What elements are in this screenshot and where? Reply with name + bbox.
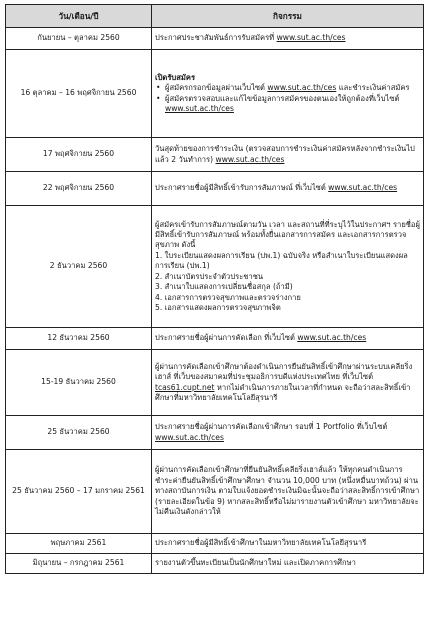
document-item: 2. สำเนาบัตรประจำตัวประชาชน	[155, 271, 264, 281]
activity-text: วันสุดท้ายของการชำระเงิน (ตรวจสอบการชำระเงินค่าสมัครหลังจากชำระเงินไปแล้ว 2 วันทำการ)	[155, 144, 415, 164]
activity-heading: เปิดรับสมัคร	[155, 72, 196, 82]
website-link[interactable]: www.sut.ac.th/ces	[215, 154, 285, 164]
header-activity: กิจกรรม	[152, 5, 424, 28]
activity-text: ประกาศรายชื่อผู้ผ่านการคัดเลือก ที่เว็บไซต์	[155, 333, 298, 343]
row-activity	[152, 206, 424, 328]
bullet-item: • ผู้สมัครตรวจสอบและแก้ไขข้อมูลการสมัครของตนเองให้ถูกต้องที่เว็บไซต์ www.sut.ac.th/ces	[155, 94, 420, 115]
table-row	[6, 416, 424, 450]
table-row	[6, 534, 424, 554]
row-activity: รายงานตัวขึ้นทะเบียนเป็นนักศึกษาใหม่ และเปิดภาคการศึกษา	[152, 554, 424, 574]
website-link[interactable]: www.sut.ac.th/ces	[165, 103, 234, 113]
activity-intro: ผู้สมัครเข้ารับการสัมภาษณ์ตามวัน เวลา และสถานที่ที่ระบุไว้ในประกาศฯ รายชื่อผู้มีสิทธิ์เข้ารับการสัมภาษณ์ พร้อมทั้งยื่นเอกสารการสมัคร และเอกสารการตรวจสุขภาพ ดังนี้	[155, 219, 420, 250]
row-date: 25 ธันวาคม 2560	[6, 416, 152, 450]
document-item: 3. สำเนาใบแสดงการเปลี่ยนชื่อสกุล (ถ้ามี)	[155, 282, 293, 292]
table-row	[6, 50, 424, 138]
website-link[interactable]: www.sut.ac.th/ces	[267, 83, 337, 93]
table-row	[6, 328, 424, 350]
activity-text: ประกาศรายชื่อผู้มีสิทธิ์เข้ารับการสัมภาษณ์ ที่เว็บไซต์	[155, 183, 329, 193]
activity-tail: หากไม่ดำเนินการภายในเวลาที่กำหนด จะถือว่าสละสิทธิ์เข้าศึกษาที่มหาวิทยาลัยเทคโนโลยีสุรนารี	[155, 382, 411, 402]
header-date: วัน/เดือน/ปี	[6, 5, 152, 28]
row-date: 17 พฤศจิกายน 2560	[6, 138, 152, 172]
table-row	[6, 28, 424, 50]
bullet-item: • ผู้สมัครกรอกข้อมูลผ่านเว็บไซต์ www.sut.ac.th/ces และชำระเงินค่าสมัคร	[155, 83, 420, 93]
row-date: กันยายน – ตุลาคม 2560	[6, 28, 152, 50]
row-date: พฤษภาคม 2561	[6, 534, 152, 554]
row-date: 25 ธันวาคม 2560 – 17 มกราคม 2561	[6, 450, 152, 534]
row-activity	[152, 28, 424, 50]
table-row	[6, 350, 424, 416]
row-date: 12 ธันวาคม 2560	[6, 328, 152, 350]
row-activity	[152, 350, 424, 416]
website-link[interactable]: www.sut.ac.th/ces	[155, 432, 224, 442]
table-row	[6, 206, 424, 328]
row-activity	[152, 172, 424, 206]
table-row	[6, 172, 424, 206]
document-item: 1. ใบระเบียนแสดงผลการเรียน (ปพ.1) ฉบับจริง หรือสำเนาใบระเบียนแสดงผลการเรียน (ปพ.1)	[155, 250, 408, 271]
table-row	[6, 554, 424, 574]
row-activity	[152, 328, 424, 350]
row-date: 15-19 ธันวาคม 2560	[6, 350, 152, 416]
document-item: 5. เอกสารแสดงผลการตรวจสุขภาพจิต	[155, 302, 281, 312]
row-activity: ผู้ผ่านการคัดเลือกเข้าศึกษาที่ยืนยันสิทธิ์เคลียริ่งเฮาส์แล้ว ให้ทุกคนดำเนินการชำระค่ายืนยันสิทธิ์เข้าศึกษาศึกษา จำนวน 10,000 บาท (หนึ่งหมื่นบาทถ้วน) ผ่านทางสถาบันการเงิน ตามใบแจ้งยอดชำระเงินมิฉะนั้นจะถือว่าสละสิทธิ์การเข้าศึกษา (รายละเอียดในข้อ 9) หากสละสิทธิ์หรือไม่มารายงานตัวเข้าศึกษา มหาวิทยาลัยจะไม่คืนเงินดังกล่าวให้	[152, 450, 424, 534]
row-activity	[152, 138, 424, 172]
row-activity	[152, 416, 424, 450]
row-activity: ประกาศรายชื่อผู้มีสิทธิ์เข้าศึกษาในมหาวิทยาลัยเทคโนโลยีสุรนารี	[152, 534, 424, 554]
table-row	[6, 450, 424, 534]
row-date: 2 ธันวาคม 2560	[6, 206, 152, 328]
schedule-table	[5, 4, 424, 574]
table-row	[6, 138, 424, 172]
row-date: 16 ตุลาคม – 16 พฤศจิกายน 2560	[6, 50, 152, 138]
row-date: 22 พฤศจิกายน 2560	[6, 172, 152, 206]
activity-text: ประกาศรายชื่อผู้ผ่านการคัดเลือกเข้าศึกษา รอบที่ 1 Portfolio ที่เว็บไซต์	[155, 422, 388, 432]
table-header-row	[6, 5, 424, 28]
website-link[interactable]: www.sut.ac.th/ces	[276, 33, 346, 43]
row-activity	[152, 50, 424, 138]
activity-text: ผู้ผ่านการคัดเลือกเข้าศึกษาต้องดำเนินการยืนยันสิทธิ์เข้าศึกษาผ่านระบบเคลียริ่งเฮาส์ ที่เว็บของสมาคมที่ประชุมอธิการบดีแห่งประเทศไทย ที่เว็บไซต์	[155, 361, 413, 382]
document-item: 4. เอกสารการตรวจสุขภาพและตรวจร่างกาย	[155, 292, 301, 302]
activity-text: ประกาศประชาสัมพันธ์การรับสมัครที่	[155, 33, 277, 43]
website-link[interactable]: www.sut.ac.th/ces	[328, 183, 398, 193]
website-link[interactable]: tcas61.cupt.net	[155, 382, 215, 392]
website-link[interactable]: www.sut.ac.th/ces	[297, 333, 367, 343]
row-date: มิถุนายน – กรกฎาคม 2561	[6, 554, 152, 574]
